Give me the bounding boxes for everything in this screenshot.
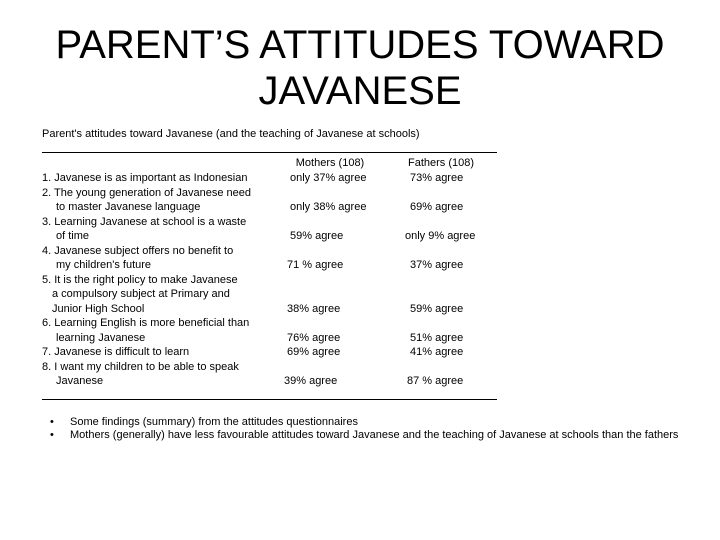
fathers-value: only 9% agree xyxy=(405,230,476,242)
fathers-value: 41% agree xyxy=(410,346,464,358)
list-item xyxy=(50,429,690,442)
list-item xyxy=(50,416,690,429)
mothers-value: 59% agree xyxy=(290,230,344,242)
bullet-text: Some findings (summary) from the attitudes questionnaires xyxy=(70,416,358,428)
mothers-value: 69% agree xyxy=(287,346,341,358)
table-bottom-rule xyxy=(42,399,497,400)
statement-line: 5. It is the right policy to make Javanese xyxy=(42,273,238,286)
statement-line: 1. Javanese is as important as Indonesian xyxy=(42,172,248,184)
bullet-text: Mothers (generally) have less favourable attitudes toward Javanese and the teaching of Javanese at schools than the fathers xyxy=(70,429,679,441)
statement-line: to master Javanese language xyxy=(56,201,201,213)
fathers-value: 59% agree xyxy=(410,302,464,315)
statement-line: learning Javanese xyxy=(56,331,146,344)
mothers-value: 39% agree xyxy=(284,375,338,387)
statement-line: 2. The young generation of Javanese need xyxy=(42,186,251,199)
fathers-value: 51% agree xyxy=(410,331,464,344)
fathers-value: 69% agree xyxy=(410,201,464,213)
bullet-icon: • xyxy=(50,429,54,441)
statement-line: 8. I want my children to be able to speak xyxy=(42,360,239,373)
fathers-column-header: Fathers (108) xyxy=(407,157,475,169)
statement-line: 6. Learning English is more beneficial than xyxy=(42,317,250,329)
statement-line: my children's future xyxy=(56,259,152,271)
mothers-value: 38% agree xyxy=(287,302,341,315)
bullet-icon: • xyxy=(50,416,54,428)
mothers-value: only 37% agree xyxy=(290,172,367,184)
fathers-value: 37% agree xyxy=(410,259,464,271)
findings-list xyxy=(50,416,690,442)
mothers-column-header: Mothers (108) xyxy=(295,157,365,169)
statement-line: a compulsory subject at Primary and xyxy=(52,288,230,300)
table-top-rule xyxy=(42,152,497,153)
statement-line: Junior High School xyxy=(52,302,145,315)
table-caption: Parent's attitudes toward Javanese (and the teaching of Javanese at schools) xyxy=(42,128,420,140)
fathers-value: 73% agree xyxy=(410,172,464,184)
statement-line: Javanese xyxy=(56,375,104,387)
statement-line: 7. Javanese is difficult to learn xyxy=(42,346,190,358)
mothers-value: only 38% agree xyxy=(290,201,367,213)
mothers-value: 76% agree xyxy=(287,331,341,344)
statement-line: 4. Javanese subject offers no benefit to xyxy=(42,244,234,257)
statement-line: 3. Learning Javanese at school is a waste xyxy=(42,215,247,228)
fathers-value: 87 % agree xyxy=(407,375,464,387)
slide-title: PARENT’S ATTITUDES TOWARD JAVANESE xyxy=(55,23,665,113)
mothers-value: 71 % agree xyxy=(287,259,344,271)
statement-line: of time xyxy=(56,230,90,242)
